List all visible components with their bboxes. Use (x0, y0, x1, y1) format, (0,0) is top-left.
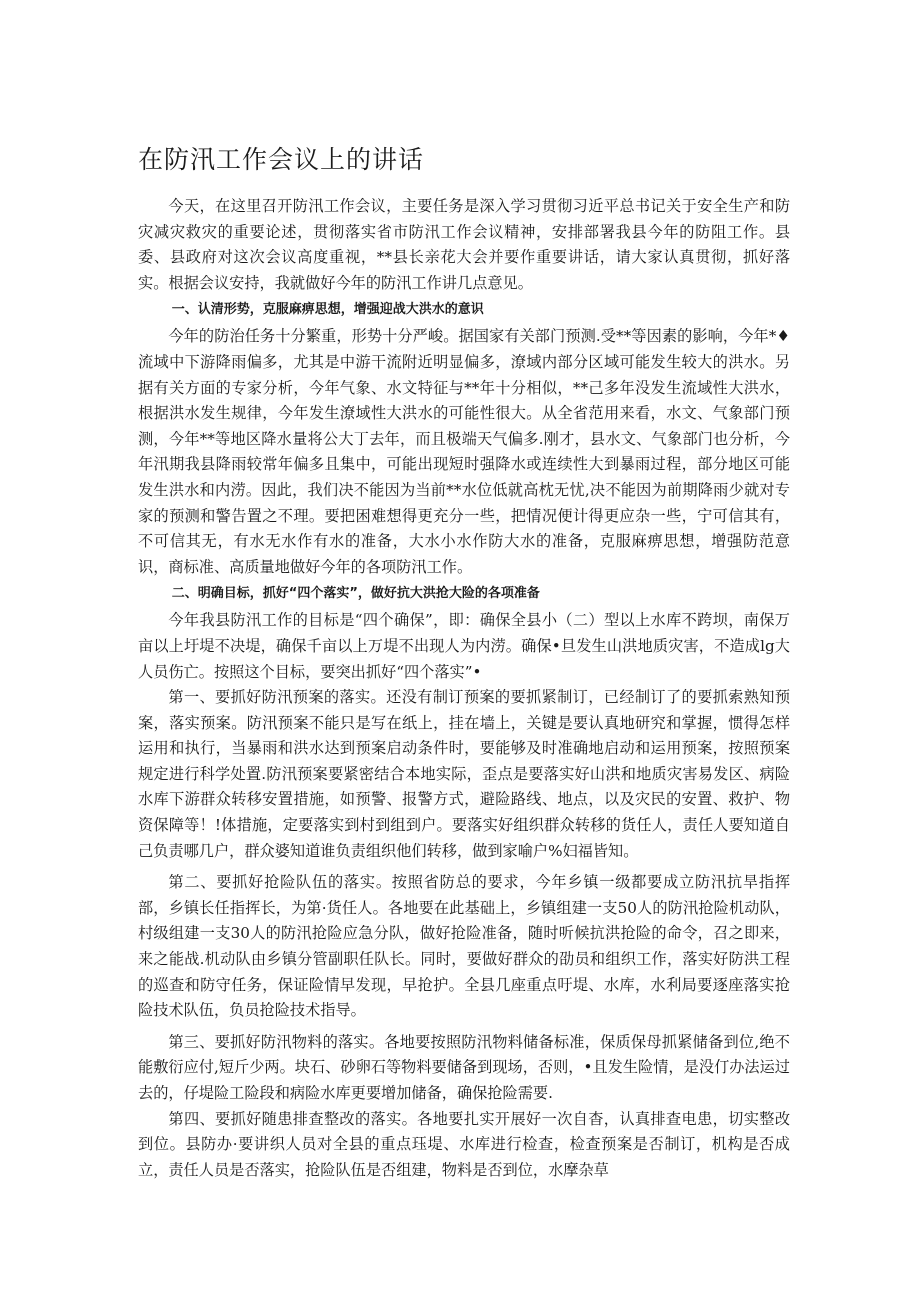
section-2-first-paragraph: 第一、要抓好防汛预案的落实。还没有制订预案的要抓紧制订，已经制订了的要抓索熟知预案，落实预案。防汛预案不能只是写在纸上，挂在墙上，关键是要认真地研究和掌握，惯得怎样运用和执行，当暴雨和洪水达到预案启动条件时，要能够及时准确地启动和运用预案，按照预案规定进行科学处置.防汛预案要紧密结合本地实际，歪点是要落实好山洪和地质灾害易发区、病险水库下游群众转移安置措施，如预警、报警方式，避险路线、地点，以及灾民的安置、救护、物资保障等！!体措施，定要落实到村到组到户。要落实好组织群众转移的货任人，责任人要知道自己负责哪几户，群众婆知道谁负责组织他们转移，做到家喻户%妇福皆知。 (138, 688, 790, 860)
intro-paragraph: 今天，在这里召开防汛工作会议，主要任务是深入学习贯彻习近平总书记关于安全生产和防灾减灾救灾的重要论述，贯彻落实省市防汛工作会议精神，安排部署我县今年的防阻工作。县委、县政府对这次会议高度重视，**县长亲花大会并要作重要讲话，请大家认真贯彻，抓好落实。根据会议安持，我就做好今年的防汛工作讲几点意见。 (138, 197, 790, 292)
document-body (138, 194, 790, 1183)
section-2-heading: 二、明确目标，抓好“四个落实”，做好抗大洪抢大险的各项准备 (171, 586, 540, 602)
document-title: 在防汛工作会议上的讲话 (138, 145, 425, 174)
section-2-second-paragraph: 第二、要抓好抢险队伍的落实。按照省防总的要求，今年乡镇一级都要成立防汛抗旱指挥部，乡镇长任指挥长，为第·货任人。各地要在此基础上，乡镇组建一支50人的防汛抢险机动队，村级组建一支30人的防汛抢险应急分队，做好抢险准备，随时听候抗洪抢险的命令，召之即来，来之能战.机动队由乡镇分管副职任队长。同时，要做好群众的劭员和组织工作，落实好防洪工程的巡查和防守任务，保证险情早发现，早抢护。全县几座重点吁堤、水库，水利局要逐座落实抢险技术队伍，负员抢险技术指导。 (138, 873, 790, 1020)
section-1-heading: 一、认清形势，克服麻痹思想，增强迎战大洪水的意识 (171, 302, 484, 318)
section-2-fourth-paragraph: 第四、要抓好随患排查整改的落实。各地要扎实开展好一次自杳，认真排查电患，切实整改到位。县防办·要讲织人员对全县的重点珏堤、水库进行检查，检查预案是否制订，机构是否成立，责任人员是否落实，抢险队伍是否组建，物料是否到位，水摩杂草 (138, 1109, 790, 1179)
section-1-paragraph: 今年的防治任务十分繁重，形势十分严峻。据国家有关部门预测.受**等因素的影响，今年*♦流域中下游降雨偏多，尤其是中游干流附近明显偏多，潦域内部分区域可能发生较大的洪水。另据有关方面的专家分析，今年气象、水文特征与**年十分相似，**己多年没发生流域性大洪水，根据洪水发生规律，今年发生潦域性大洪水的可能性很大。从全省范用来看，水文、气象部门预测，今年**等地区降水量将公大丁去年，而且极端天气偏多.刚才，县水文、气象部门也分析，今年汛期我县降雨较常年偏多且集中，可能出现短时强降水或连续性大到暴雨过程，部分地区可能发生洪水和内涝。因此，我们决不能因为当前**水位低就高枕无忧,决不能因为前期降雨少就对专家的预测和警告置之不理。要把困难想得更充分一些，把情况便计得更应杂一些，宁可信其有，不可信其无，有水无水作有水的准备，大水小水作防大水的准备，克服麻痹思想，增强防范意识，商标准、高质量地做好今年的各项防汛工作。 (138, 327, 790, 576)
section-2-third-paragraph: 第三、要抓好防汛物料的落实。各地要按照防汛物料储备标准，保质保母抓紧储备到位,绝不能敷衍应付,短斤少两。块石、砂卵石等物料要储备到现场，否则，•且发生险情，是没仃办法运过去的，仔堤险工险段和病险水库更要增加储备，确保抢险需要. (138, 1032, 790, 1102)
section-2-goal-paragraph: 今年我县防汛工作的目标是“四个确保”，即：确保全县小（二）型以上水库不跨坝，南保万亩以上圩堤不决堤，确保千亩以上万堤不出现人为内涝。确保•旦发生山洪地质灾害，不造成lg大人员伤亡。按照这个目标，要突出抓好“四个落实”• (138, 611, 790, 681)
